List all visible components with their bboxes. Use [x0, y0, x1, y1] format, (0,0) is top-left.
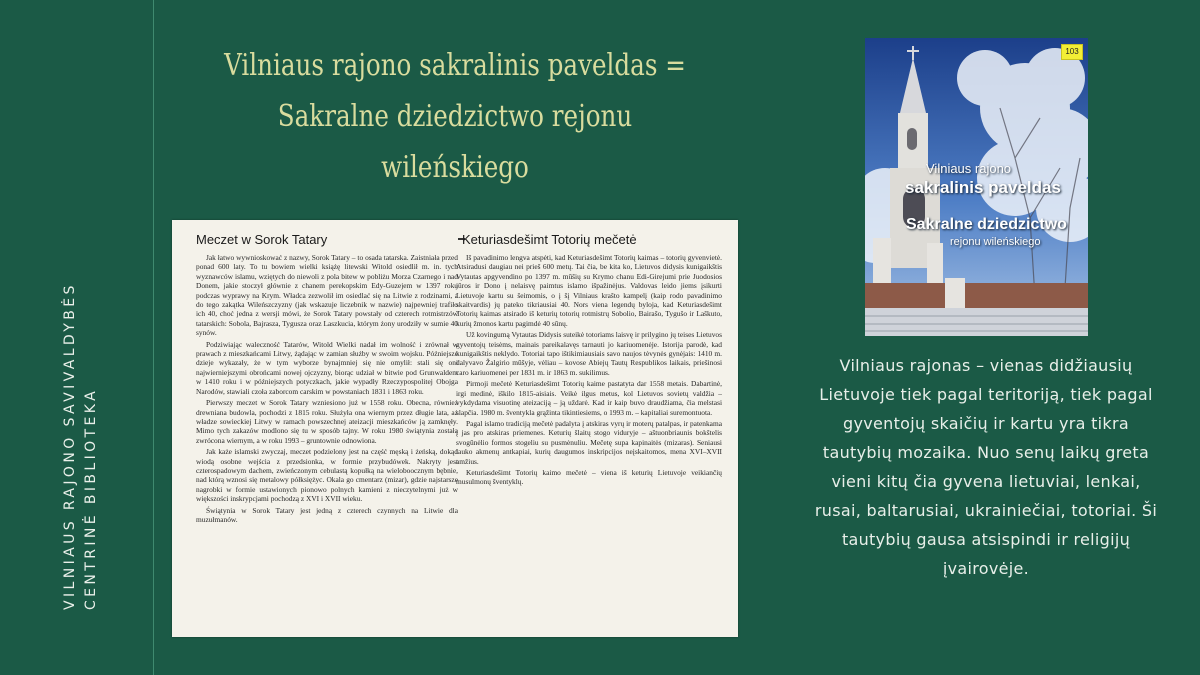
- page-title: Vilniaus rajono sakralinis paveldas = Sakralne dziedzictwo rejonu wileńskiego: [224, 48, 686, 185]
- paragraph: Pirmoji mečetė Keturiasdešimt Totorių kaime pastatyta dar 1558 metais. Dabartinė, irgi medinė, iškilo 1815-aisiais. Veikė ilgus metus, kol Lietuvos sovietų valdžia – vykdydama visuotinę ateizaciją – ją uždarė. Kad ir kaip buvo draudžiama, čia melstasi slapčia. 1980 m. šventykla grąžinta tikintiesiems, o 1993 m. – kapitaliai suremontuota.: [456, 379, 722, 417]
- paragraph: Pierwszy meczet w Sorok Tatary wzniesiono już w 1558 roku. Obecna, również drewniana budowla, pochodzi z 1815 roku. Służyła ona wiernym przez długie lata, aż władze sowieckiej Litwy w ramach powszechnej ateizacji mieszkańców ją zamknęły. Mimo tych zakazów modlono się tu w sposób tajny. W roku 1980 świątynia została zwrócona wiernym, a w roku 1993 – gruntownie odnowiona.: [196, 398, 458, 445]
- library-sticker: 103: [1061, 44, 1083, 60]
- paragraph: Pagal islamo tradiciją mečetė padalyta į atskiras vyrų ir moterų patalpas, ir patenkama į jas pro atskiras priemenes. Keturių šlaitų stogo viduryje – aštuonbriaunis bokštelis svogūnėlio formos stogeliu su pusmėnuliu. Mečetę supa kapinaitės (mizaras). Seniausi lauko akmenų antkapiai, kurių daugumos inskripcijos neįskaitomos, mena XVI–XVII amžius.: [456, 418, 722, 466]
- polish-heading: Meczet w Sorok Tatary: [196, 232, 328, 247]
- paragraph: Podziwiając waleczność Tatarów, Witold Wielki nadał im wolność i zrównał w prawach z mieszkańcami Litwy, żądając w zamian służby w swoim wojsku. Późniejsze dzieje wykazały, że w tym wyborze bynajmniej się nie omylił: stali się oni najwierniejszymi obrońcami nowej ojczyzny, biorąc udział w bitwie pod Grunwaldem w 1410 roku i w późniejszych potyczkach, jakie wypadły Rzeczypospolitej Obojga Narodów, stawiali czoła zaborcom carskim w powstaniach 1831 i 1863 roku.: [196, 339, 458, 396]
- cover-title-line4: rejonu wileńskiego: [950, 236, 1041, 248]
- lithuanian-text-column: [456, 232, 722, 489]
- paragraph: Iš pavadinimo lengva atspėti, kad Keturiasdešimt Totorių kaimas – totorių gyvenvietė. Atsiradusi daugiau nei prieš 600 metų. Tai čia, be kita ko, Lietuvos didysis kunigaikštis Vytautas apgyvendino po 1397 m. mūšių su Krymo chanu Edi-Girejumi prie Juodosios jūros ir Dono į nelaisvę paimtus islamo išpažinėjus. Valdovas leido jiems įsikurti Lietuvoje kartu su šeimomis, o į šį Vilniaus krašto kampelį (kaip rodo pavadinimo skaitvardis) jų pateko tikriausiai 40. Nors viena legendų byloja, kad Keturiasdešimt Totorių kaimas atsirado iš keturių totorių rotmistrų Sobolio, Bairašo, Tygušo ir Laškuto, kurių žmonos kartu pagimdė 40 sūnų.: [456, 253, 722, 328]
- library-name-line2: CENTRINĖ BIBLIOTEKA: [83, 387, 99, 610]
- polish-text-column: [196, 232, 458, 526]
- paragraph: Už kovingumą Vytautas Didysis suteikė totoriams laisvę ir prilygino jų teises Lietuvos gyventojų teisėms, mainais pareikalavęs tarnauti jo kariuomenėje. Istorija parodė, kad kunigaikštis neklydo. Totoriai tapo ištikimiausiais savo naujos tėvynės gynėjais: 1410 m. dalyvavo Žalgirio mūšyje, vėliau – kovose Abiejų Tautų Respublikos laikais, priešinosi caro kariuomenei per 1831 m. ir 1863 m. sukilimus.: [456, 330, 722, 377]
- paragraph: Jak każe islamski zwyczaj, meczet podzielony jest na część męską i żeńską, dokąd wiodą osobne wejścia z przedsionka, w formie przybudówek. Nakryty jest czterospadowym dachem, zwieńczonym cebulastą kopułką na wieloboocznym bębnie, nad którą wznosi się metalowy półksiężyc. Okala go cmentarz (mizar), gdzie najstarsze nagrobki w formie ustawionych pionowo polnych kamieni z nieczytelnymi już w większości inskrypcjami pochodzą z XVI i XVII wieku.: [196, 447, 458, 504]
- library-name-line1: VILNIAUS RAJONO SAVIVALDYBĖS: [62, 282, 78, 610]
- scanned-document-page: [172, 220, 738, 637]
- cover-title-line1: Vilniaus rajono: [926, 161, 1012, 176]
- library-name-vertical: [60, 190, 102, 610]
- lithuanian-heading: Keturiasdešimt Totorių mečetė: [462, 232, 637, 247]
- cover-title-line2: sakralinis paveldas: [905, 178, 1061, 197]
- vertical-divider: [153, 0, 154, 675]
- cover-title-line3: Sakralne dziedzictwo: [906, 216, 1067, 233]
- paragraph: Jak łatwo wywnioskować z nazwy, Sorok Tatary – to osada tatarska. Zaistniała przed ponad 600 laty. To tu bowiem wielki książę litewski Witold osiedlił m. in. tych wyznawców islamu, wziętych do niewoli z pola bitew w pobliżu Morza Czarnego i nad Donem, jakie stoczył głównie z chanem perekopskim Edy-Guzejem w 1397 roku podczas wyprawy na Krym. Władca zezwolił im osiedlać się na Litwie z rodzinami, a do tego zakątka Wileńszczyzny (jak wskazuje liczebnik w nazwie) najpewniej trafiło ich 40, choć jedna z wersji mówi, że Sorok Tatary powstały od czterech rotmistrzów tatarskich: Sobola, Bajrasza, Tygusza oraz Laszkucia, którym żony urodziły w sumie 40 synów.: [196, 253, 458, 338]
- paragraph: Świątynia w Sorok Tatary jest jedną z czterech czynnych na Litwie dla muzułmanów.: [196, 505, 458, 524]
- description-text: Vilniaus rajonas – vienas didžiausių Lietuvoje tiek pagal teritoriją, tiek pagal gyventojų skaičių ir kartu yra tikra tautybių mozaika. Nuo senų laikų greta vieni kitų čia gyvena lietuviai, lenkai, rusai, baltarusiai, ukrainiečiai, totoriai. Ši tautybių gausa atsispindi ir religijų įvairovėje.: [814, 356, 1158, 578]
- paragraph: Keturiasdešimt Totorių kaimo mečetė – viena iš keturių Lietuvoje veikiančių musulmonų šventyklų.: [456, 467, 722, 487]
